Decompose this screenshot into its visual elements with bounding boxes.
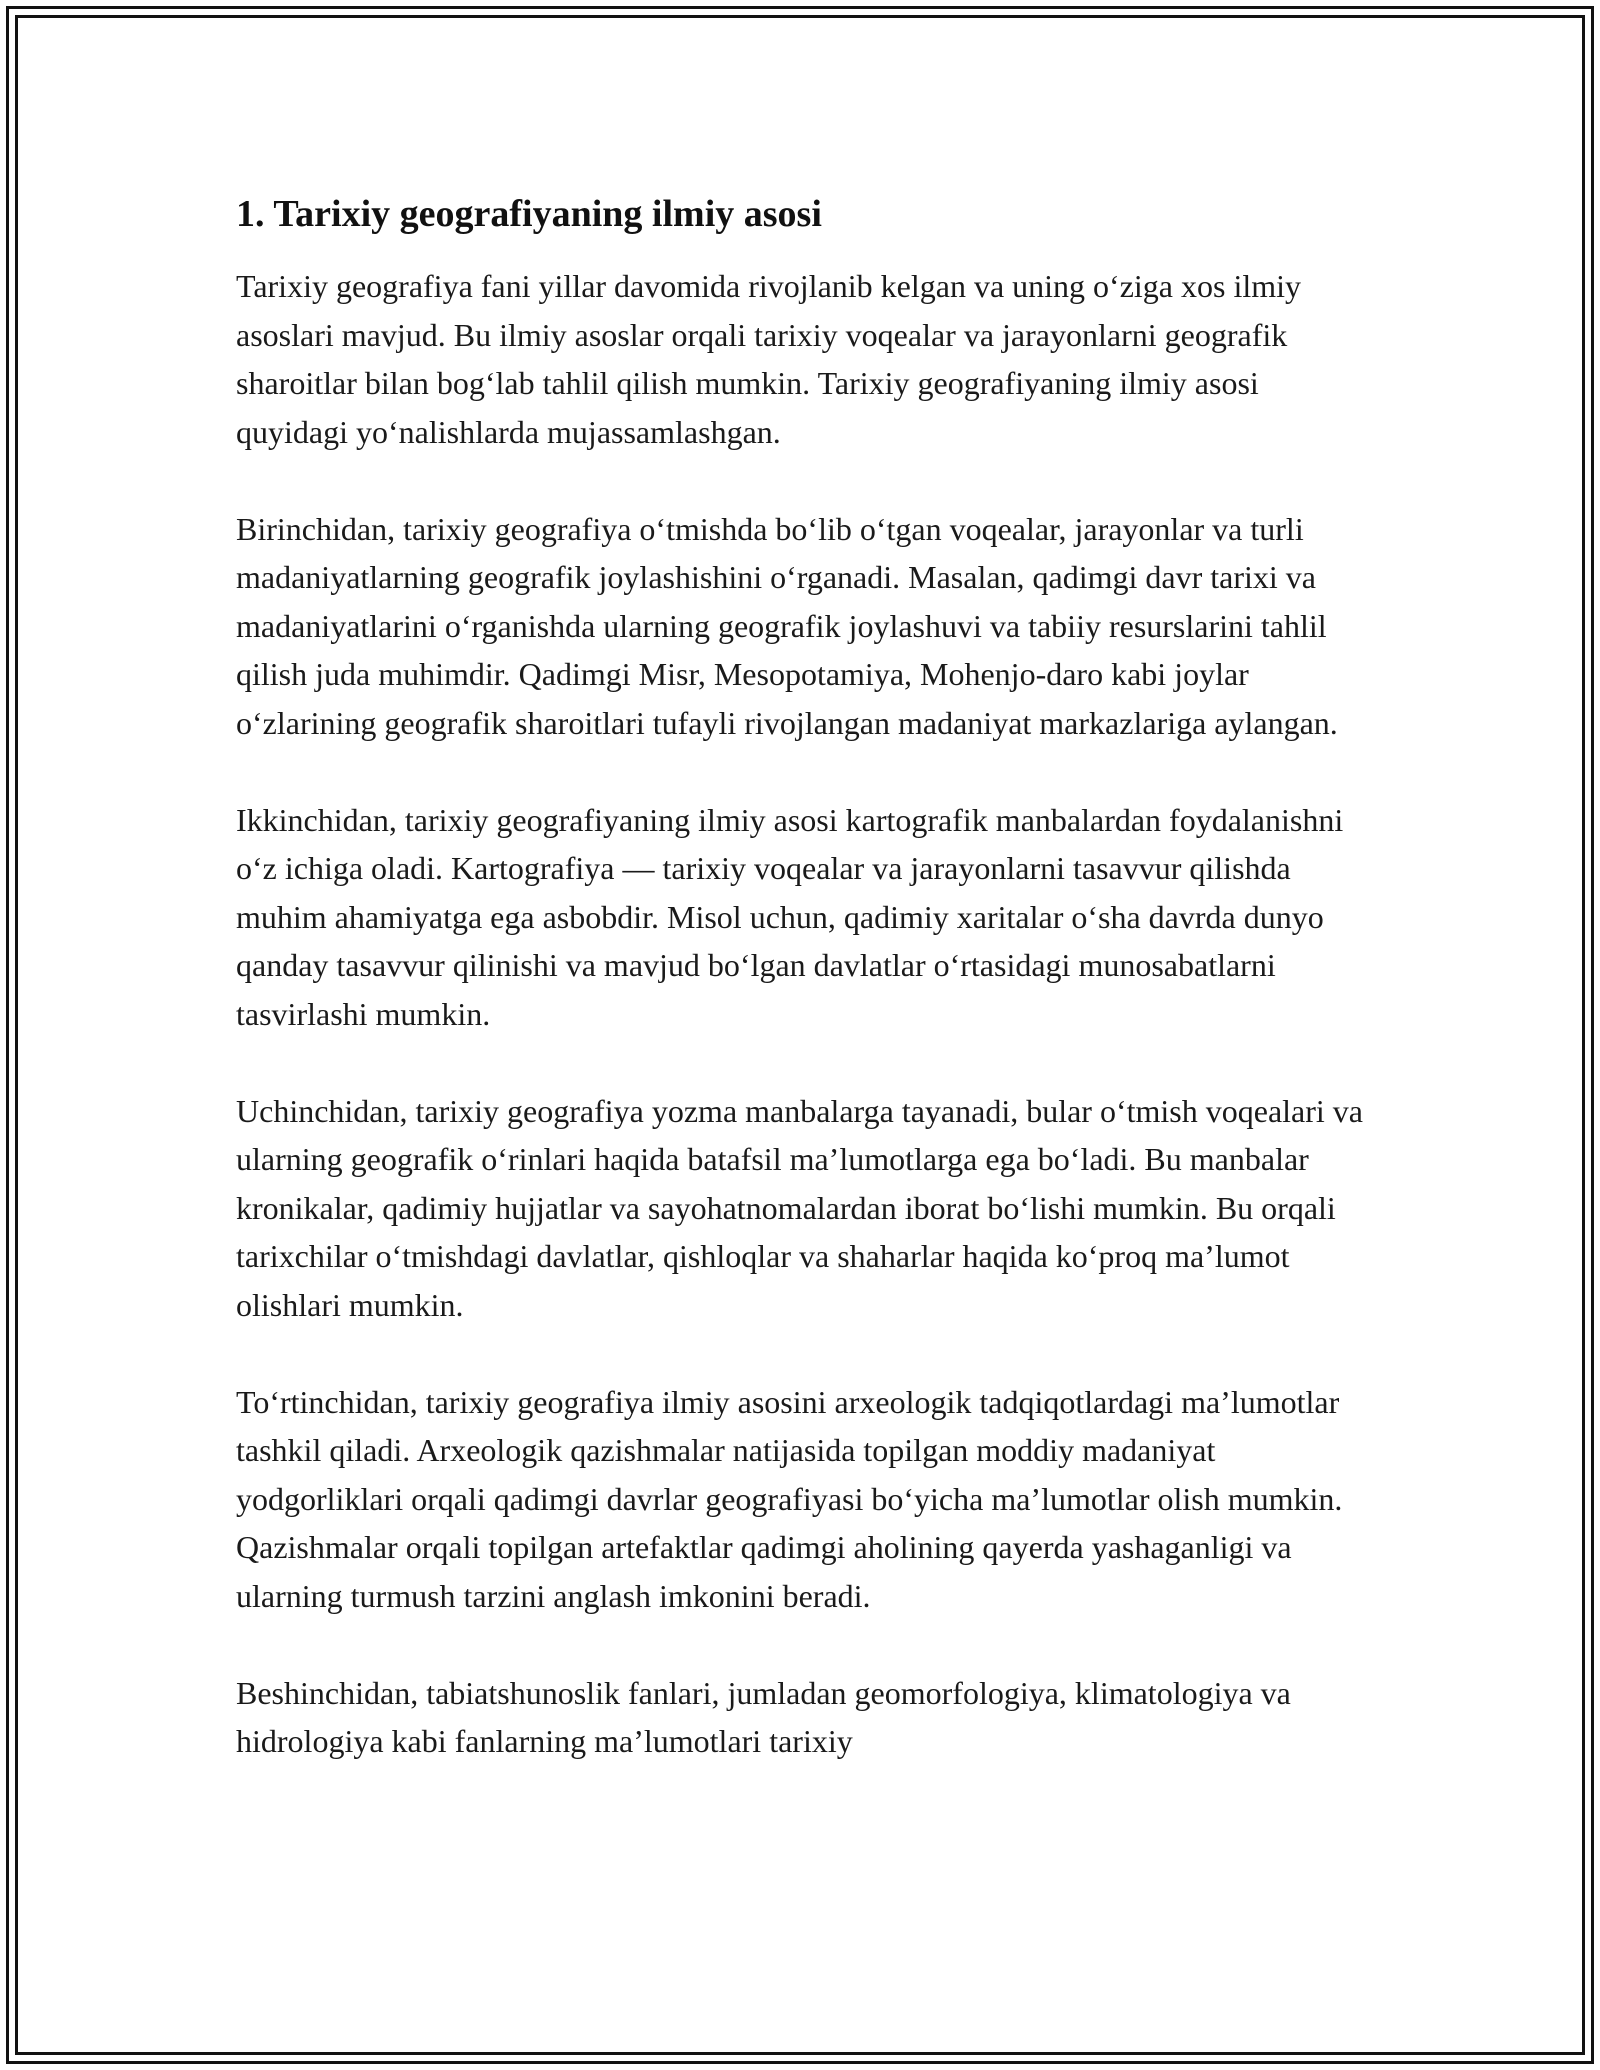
section-heading: 1. Tarixiy geografiyaning ilmiy asosi [236, 193, 822, 235]
document-body [236, 190, 1366, 1814]
paragraph-fifth-point: Beshinchidan, tabiatshunoslik fanlari, jumladan geomorfologiya, klimatologiya va hidrologiya kabi fanlarning ma’lumotlari tarixiy [236, 1674, 1291, 1759]
paragraph-fourth-point: To‘rtinchidan, tarixiy geografiya ilmiy asosini arxeologik tadqiqotlardagi ma’lumotlar tashkil qiladi. Arxeologik qazishmalar natijasida topilgan moddiy madaniyat yodgorliklari orqali qadimgi davrlar geografiyasi bo‘yicha ma’lumotlar olish mumkin. Qazishmalar orqali topilgan artefaktlar qadimgi aholining qayerda yashaganligi va ularning turmush tarzini anglash imkonini beradi. [236, 1383, 1343, 1614]
paragraph-second-point: Ikkinchidan, tarixiy geografiyaning ilmiy asosi kartografik manbalardan foydalanishni o‘z ichiga oladi. Kartografiya — tarixiy voqealar va jarayonlarni tasavvur qilishda muhim ahamiyatga ega asbobdir. Misol uchun, qadimiy xaritalar o‘sha davrda dunyo qanday tasavvur qilinishi va mavjud bo‘lgan davlatlar o‘rtasidagi munosabatlarni tasvirlashi mumkin. [236, 801, 1344, 1032]
paragraph-third-point: Uchinchidan, tarixiy geografiya yozma manbalarga tayanadi, bular o‘tmish voqealari va ularning geografik o‘rinlari haqida batafsil ma’lumotlarga ega bo‘ladi. Bu manbalar kronikalar, qadimiy hujjatlar va sayohatnomalardan iborat bo‘lishi mumkin. Bu orqali tarixchilar o‘tmishdagi davlatlar, qishloqlar va shaharlar haqida ko‘proq ma’lumot olishlari mumkin. [236, 1092, 1363, 1323]
paragraph-intro: Tarixiy geografiya fani yillar davomida rivojlanib kelgan va uning o‘ziga xos ilmiy asoslari mavjud. Bu ilmiy asoslar orqali tarixiy voqealar va jarayonlarni geografik sharoitlar bilan bog‘lab tahlil qilish mumkin. Tarixiy geografiyaning ilmiy asosi quyidagi yo‘nalishlarda mujassamlashgan. [236, 268, 1302, 450]
paragraph-first-point: Birinchidan, tarixiy geografiya o‘tmishda bo‘lib o‘tgan voqealar, jarayonlar va turli madaniyatlarning geografik joylashishini o‘rganadi. Masalan, qadimgi davr tarixi va madaniyatlarini o‘rganishda ularning geografik joylashuvi va tabiiy resurslarini tahlil qilish juda muhimdir. Qadimgi Misr, Mesopotamiya, Mohenjo-daro kabi joylar o‘zlarining geografik sharoitlari tufayli rivojlangan madaniyat markazlariga aylangan. [236, 510, 1338, 741]
